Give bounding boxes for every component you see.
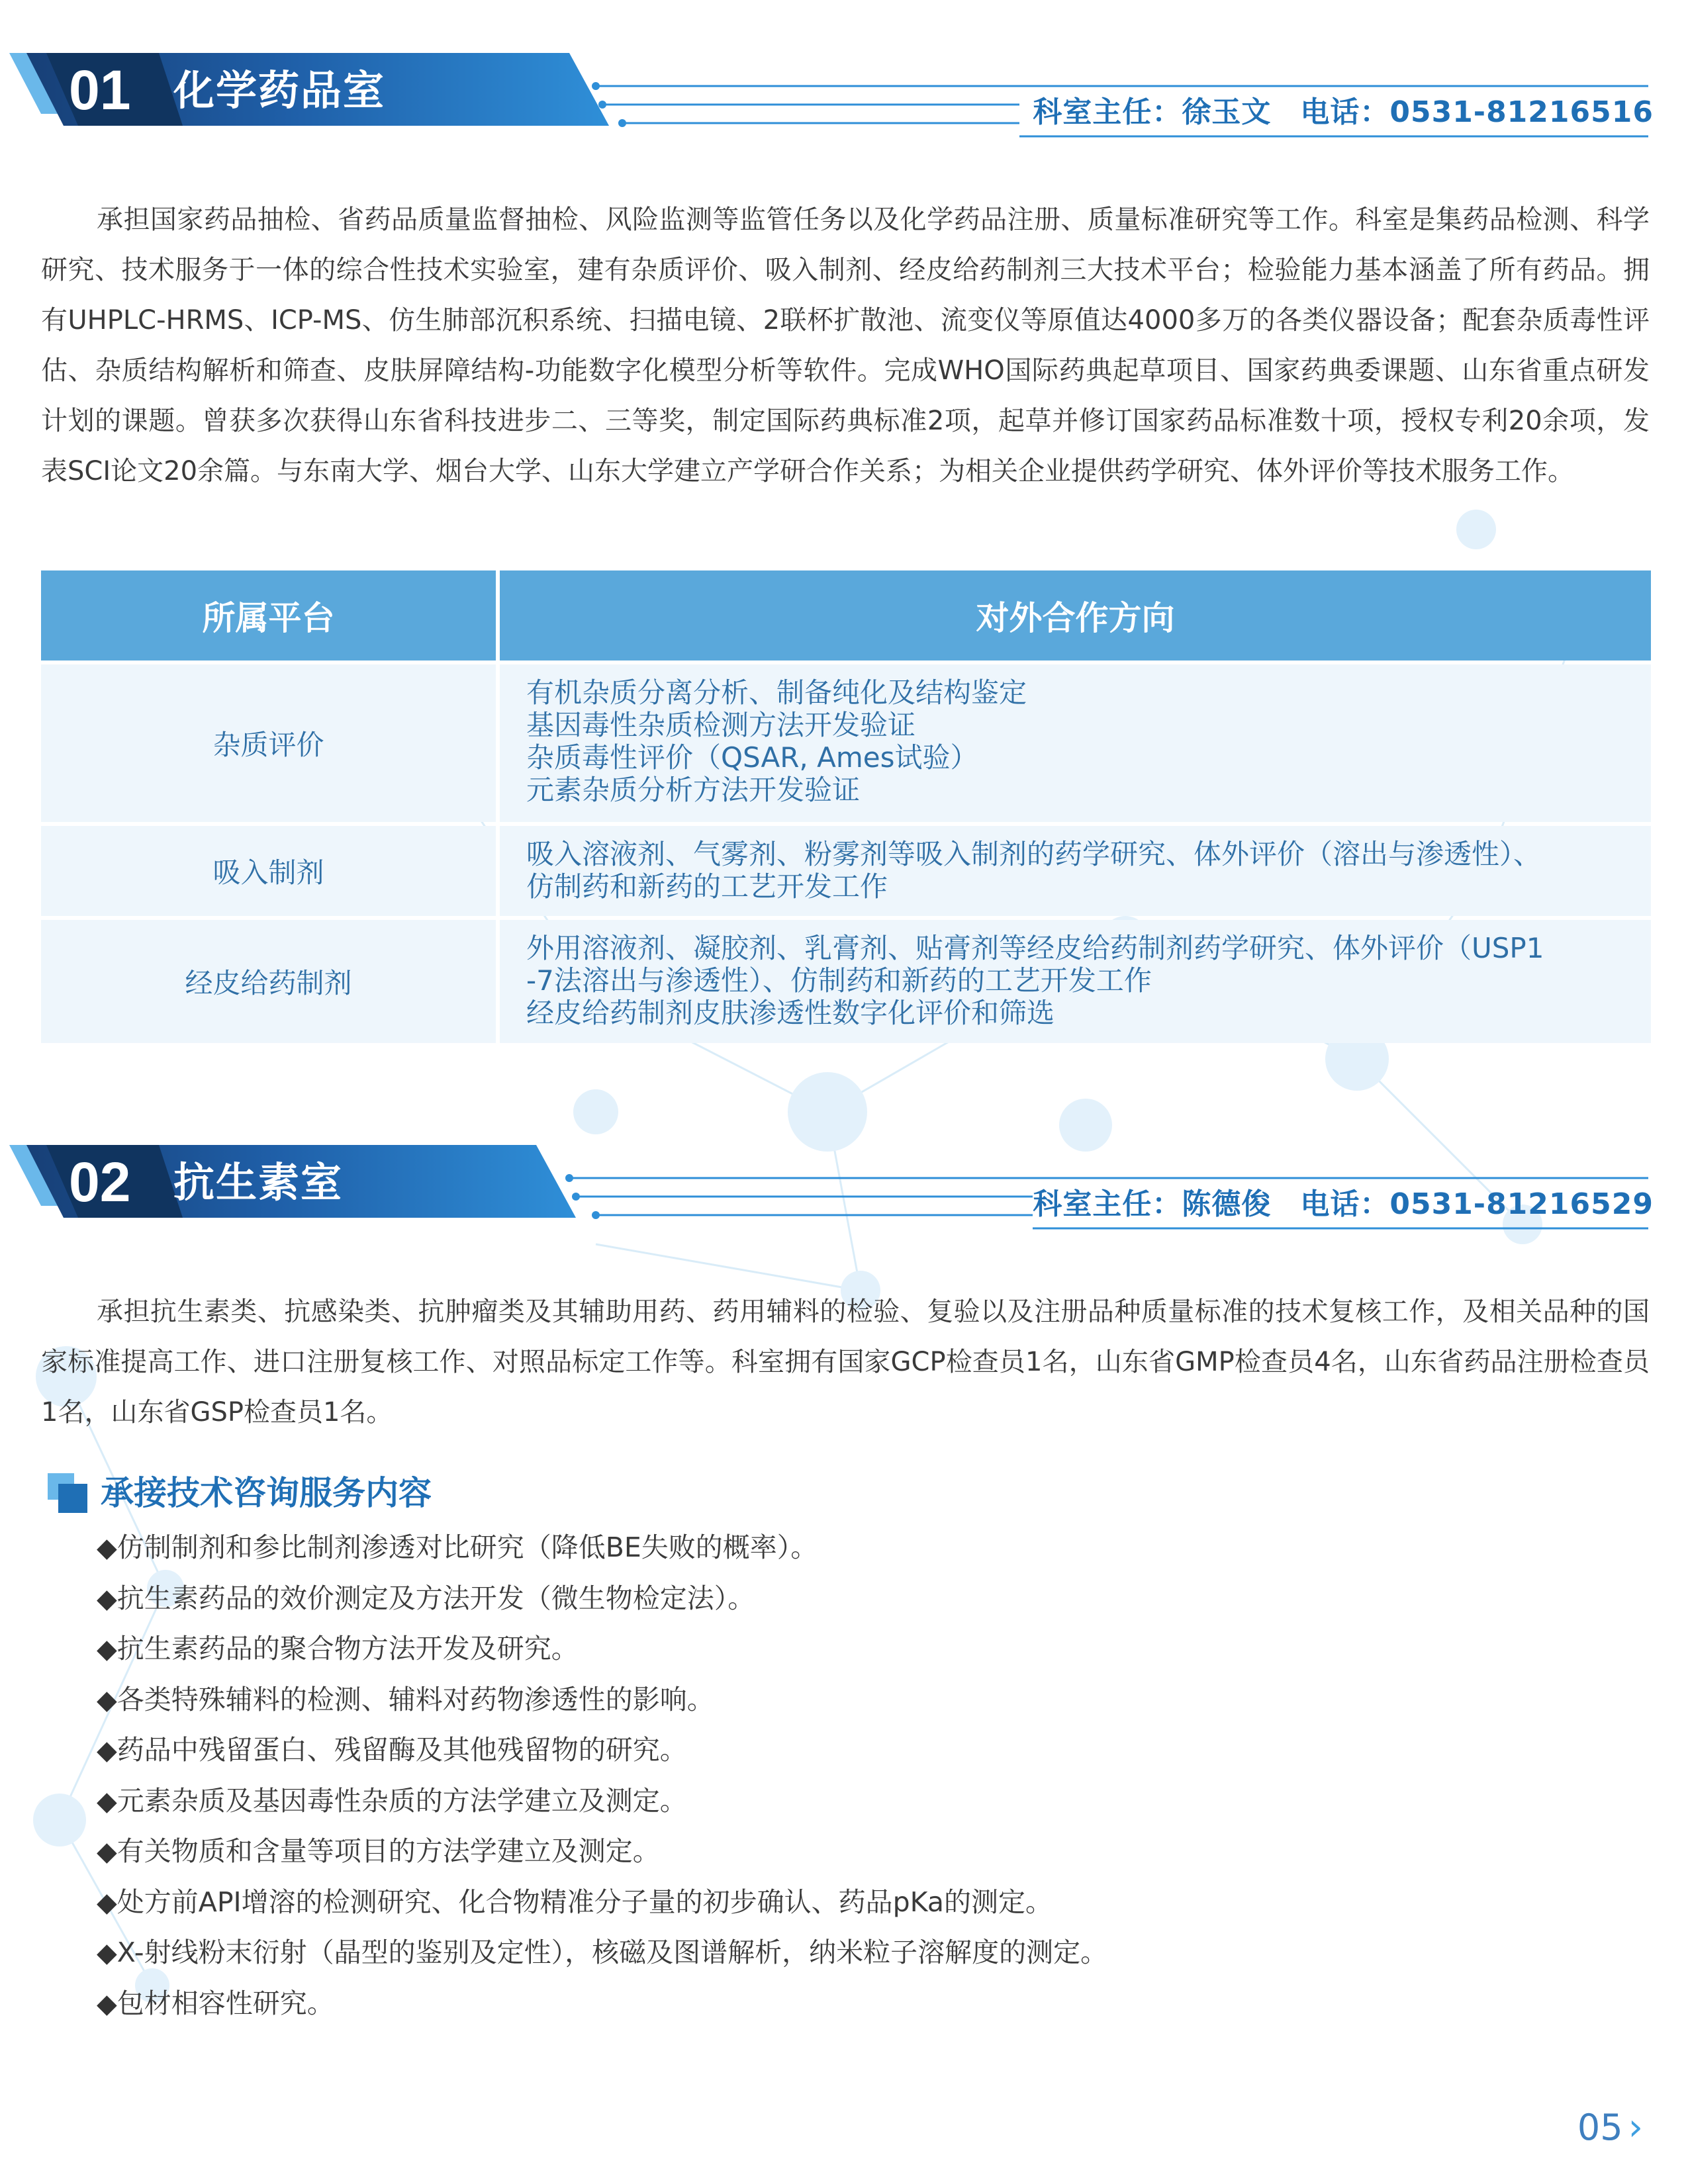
table-row xyxy=(41,826,1651,916)
section2-title: 抗生素室 xyxy=(173,1158,344,1206)
table-cell-directions xyxy=(500,920,1651,1043)
page-number-text: 05 xyxy=(1577,2107,1623,2148)
table-cell-platform: 吸入制剂 xyxy=(41,826,500,916)
direction-line: -7法溶出与渗透性）、仿制药和新药的工艺开发工作 xyxy=(526,964,1152,997)
diamond-bullet-icon: ◆ xyxy=(97,1684,117,1715)
diamond-bullet-icon: ◆ xyxy=(97,1634,117,1664)
platform-table xyxy=(41,570,1651,1043)
list-item: ◆抗生素药品的聚合物方法开发及研究。 xyxy=(97,1633,579,1664)
table-header-direction: 对外合作方向 xyxy=(976,599,1175,637)
diamond-bullet-icon: ◆ xyxy=(97,1533,117,1563)
table-row xyxy=(41,664,1651,822)
section1-description: 承担国家药品抽检、省药品质量监督抽检、风险监测等监管任务以及化学药品注册、质量标准研究等工作。科室是集药品检测、科学研究、技术服务于一体的综合性技术实验室，建有杂质评价、吸入制剂、经皮给药制剂三大技术平台；检验能力基本涵盖了所有药品。拥有UHPLC-HRMS、ICP-MS、仿生肺部沉积系统、扫描电镜、2联杯扩散池、流变仪等原值达4000多万的各类仪器设备；配套杂质毒性评估、杂质结构解析和筛查、皮肤屏障结构-功能数字化模型分析等软件。完成WHO国际药典起草项目、国家药典委课题、山东省重点研发计划的课题。曾获多次获得山东省科技进步二、三等奖，制定国际药典标准2项，起草并修订国家药品标准数十项，授权专利20余项，发表SCI论文20余篇。与东南大学、烟台大学、山东大学建立产学研合作关系；为相关企业提供药学研究、体外评价等技术服务工作。 xyxy=(41,205,1650,486)
services-list xyxy=(97,1522,1619,2028)
diamond-bullet-icon: ◆ xyxy=(97,1837,117,1867)
section2-number: 02 xyxy=(69,1151,131,1213)
list-item: ◆抗生素药品的效价测定及方法开发（微生物检定法）。 xyxy=(97,1582,755,1614)
square-icon xyxy=(48,1473,87,1513)
table-header-platform: 所属平台 xyxy=(41,570,500,660)
diamond-bullet-icon: ◆ xyxy=(97,1988,117,2019)
table-row xyxy=(41,920,1651,1043)
direction-line: 杂质毒性评价（QSAR, Ames试验） xyxy=(526,741,978,774)
section1-phone: 电话：0531-81216516 xyxy=(1300,95,1654,129)
diamond-bullet-icon: ◆ xyxy=(97,1887,117,1918)
section1-number: 01 xyxy=(69,59,131,121)
section1-title: 化学药品室 xyxy=(173,66,386,114)
services-title: 承接技术咨询服务内容 xyxy=(101,1474,432,1512)
table-cell-platform: 经皮给药制剂 xyxy=(41,920,500,1043)
direction-line: 外用溶液剂、凝胶剂、乳膏剂、贴膏剂等经皮给药制剂药学研究、体外评价（USP1 xyxy=(526,932,1544,964)
direction-line: 仿制药和新药的工艺开发工作 xyxy=(526,870,888,903)
section1-head: 科室主任：徐玉文 xyxy=(1033,95,1272,129)
list-item: ◆有关物质和含量等项目的方法学建立及测定。 xyxy=(97,1835,660,1867)
page-number xyxy=(1577,2105,1643,2151)
table-cell-platform: 杂质评价 xyxy=(41,664,500,822)
section2-header xyxy=(0,1118,1688,1238)
section1-contact xyxy=(1033,93,1654,132)
direction-line: 元素杂质分析方法开发验证 xyxy=(526,774,861,806)
section2-contact xyxy=(1033,1185,1654,1224)
direction-line: 经皮给药制剂皮肤渗透性数字化评价和筛选 xyxy=(526,997,1055,1029)
section2-head: 科室主任：陈德俊 xyxy=(1033,1187,1272,1221)
list-item: ◆各类特殊辅料的检测、辅料对药物渗透性的影响。 xyxy=(97,1683,714,1715)
list-item: ◆药品中残留蛋白、残留酶及其他残留物的研究。 xyxy=(97,1734,687,1766)
table-header-row xyxy=(41,570,1651,660)
chevron-right-icon: › xyxy=(1628,2106,1643,2149)
direction-line: 吸入溶液剂、气雾剂、粉雾剂等吸入制剂的药学研究、体外评价（溶出与渗透性）、 xyxy=(526,838,1542,870)
section2-phone: 电话：0531-81216529 xyxy=(1300,1187,1654,1221)
table-cell-directions xyxy=(500,826,1651,916)
list-item: ◆仿制制剂和参比制剂渗透对比研究（降低BE失败的概率）。 xyxy=(97,1531,818,1563)
list-item: ◆元素杂质及基因毒性杂质的方法学建立及测定。 xyxy=(97,1784,687,1817)
section2-description: 承担抗生素类、抗感染类、抗肿瘤类及其辅助用药、药用辅料的检验、复验以及注册品种质量标准的技术复核工作，及相关品种的国家标准提高工作、进口注册复核工作、对照品标定工作等。科室拥有国家GCP检查员1名，山东省GMP检查员4名，山东省药品注册检查员1名，山东省GSP检查员1名。 xyxy=(41,1297,1650,1428)
direction-line: 基因毒性杂质检测方法开发验证 xyxy=(526,709,916,741)
list-item: ◆包材相容性研究。 xyxy=(97,1987,334,2019)
section1-header xyxy=(0,26,1688,146)
diamond-bullet-icon: ◆ xyxy=(97,1786,117,1817)
list-item: ◆X-射线粉末衍射（晶型的鉴别及定性），核磁及图谱解析，纳米粒子溶解度的测定。 xyxy=(97,1936,1108,1968)
list-item: ◆处方前API增溶的检测研究、化合物精准分子量的初步确认、药品pKa的测定。 xyxy=(97,1886,1053,1918)
table-cell-directions xyxy=(500,664,1651,822)
diamond-bullet-icon: ◆ xyxy=(97,1938,117,1968)
diamond-bullet-icon: ◆ xyxy=(97,1583,117,1614)
direction-line: 有机杂质分离分析、制备纯化及结构鉴定 xyxy=(526,676,1027,709)
diamond-bullet-icon: ◆ xyxy=(97,1735,117,1766)
